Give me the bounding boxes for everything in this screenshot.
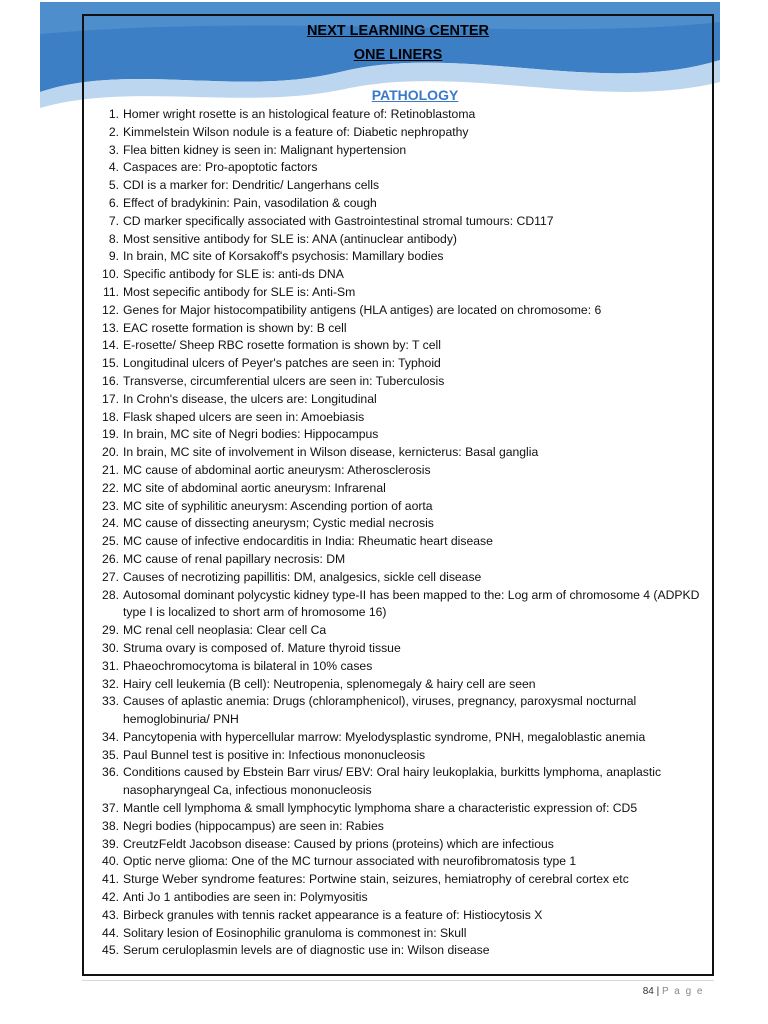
list-item-number: 27. <box>102 569 119 584</box>
list-item <box>92 498 707 516</box>
list-item <box>92 658 707 676</box>
list-item <box>92 676 707 694</box>
list-item-text: Sturge Weber syndrome features: Portwine stain, seizures, hemiatrophy of cerebral cortex etc <box>123 872 629 887</box>
list-item-text: Autosomal dominant polycystic kidney type-II has been mapped to the: Log arm of chromosome 4 (ADPKD type I is localized to short arm of hromosome 16) <box>123 587 700 620</box>
list-item <box>92 231 707 249</box>
list-item-number: 1. <box>108 107 119 121</box>
page-footer <box>643 986 704 997</box>
list-item-number: 32. <box>102 676 119 691</box>
list-item-number: 41. <box>102 872 119 887</box>
header-title: NEXT LEARNING CENTER <box>306 23 490 39</box>
list-item-text: Genes for Major histocompatibility antigens (HLA antiges) are located on chromosome: 6 <box>123 302 602 317</box>
list-item <box>92 925 707 943</box>
list-item <box>92 942 707 960</box>
list-item-number: 23. <box>102 498 119 513</box>
list-item-text: Serum ceruloplasmin levels are of diagnostic use in: Wilson disease <box>123 943 490 958</box>
list-item <box>92 515 707 533</box>
list-item-number: 44. <box>102 925 119 940</box>
list-item-text: Struma ovary is composed of. Mature thyroid tissue <box>123 640 401 655</box>
list-item-number: 10. <box>102 267 119 282</box>
list-item <box>92 106 707 124</box>
list-item <box>92 907 707 925</box>
list-item <box>92 373 707 391</box>
list-item-number: 16. <box>102 373 119 388</box>
list-item-number: 4. <box>108 160 119 175</box>
list-item-text: EAC rosette formation is shown by: B cell <box>123 320 347 335</box>
list-item-number: 42. <box>102 890 119 905</box>
list-item-text: MC cause of infective endocarditis in India: Rheumatic heart disease <box>123 534 493 549</box>
list-item-number: 39. <box>102 836 119 851</box>
list-item-text: Specific antibody for SLE is: anti-ds DNA <box>123 267 344 282</box>
list-item-number: 20. <box>102 445 119 460</box>
list-item-text: Longitudinal ulcers of Peyer's patches are seen in: Typhoid <box>123 356 441 371</box>
list-item-number: 40. <box>102 854 119 869</box>
list-item <box>92 426 707 444</box>
list-item <box>92 355 707 373</box>
list-item <box>92 409 707 427</box>
list-item <box>92 836 707 854</box>
list-item-number: 28. <box>102 587 119 602</box>
list-item-number: 43. <box>102 907 119 922</box>
list-item-number: 38. <box>102 818 119 833</box>
list-item <box>92 764 707 800</box>
list-item-text: Causes of necrotizing papillitis: DM, analgesics, sickle cell disease <box>123 569 482 584</box>
list-item <box>92 159 707 177</box>
list-item-text: CreutzFeldt Jacobson disease: Caused by prions (proteins) which are infectious <box>123 836 554 851</box>
list-item <box>92 569 707 587</box>
list-item <box>92 587 707 623</box>
list-item <box>92 800 707 818</box>
list-item <box>92 818 707 836</box>
list-item-number: 36. <box>102 765 119 780</box>
list-item <box>92 248 707 266</box>
list-item <box>92 871 707 889</box>
list-item-text: E-rosette/ Sheep RBC rosette formation is shown by: T cell <box>123 338 441 353</box>
list-item-text: Flea bitten kidney is seen in: Malignant hypertension <box>123 142 407 157</box>
list-item-text: Flask shaped ulcers are seen in: Amoebiasis <box>123 409 365 424</box>
list-item-text: In brain, MC site of Negri bodies: Hippocampus <box>123 427 379 442</box>
list-item <box>92 284 707 302</box>
list-item <box>92 177 707 195</box>
list-item-number: 37. <box>102 801 119 816</box>
list-item-text: Transverse, circumferential ulcers are seen in: Tuberculosis <box>123 373 445 388</box>
list-item-number: 30. <box>102 640 119 655</box>
list-item <box>92 320 707 338</box>
list-item-text: Caspaces are: Pro-apoptotic factors <box>123 160 318 175</box>
list-item-text: Causes of aplastic anemia: Drugs (chloramphenicol), viruses, pregnancy, paroxysmal nocturnal hemoglobinuria/ PNH <box>123 694 637 727</box>
list-item-text: In brain, MC site of Korsakoff's psychosis: Mamillary bodies <box>123 249 444 264</box>
list-item-text: Birbeck granules with tennis racket appearance is a feature of: Histiocytosis X <box>123 907 543 922</box>
list-item-number: 15. <box>102 356 119 371</box>
list-item <box>92 444 707 462</box>
list-item-number: 11. <box>102 284 119 299</box>
list-item-number: 17. <box>102 391 119 406</box>
list-item-text: Solitary lesion of Eosinophilic granuloma is commonest in: Skull <box>123 925 467 940</box>
list-item-number: 25. <box>102 534 119 549</box>
list-item <box>92 853 707 871</box>
list-item-number: 8. <box>108 231 119 246</box>
list-item <box>92 266 707 284</box>
list-item-text: Homer wright rosette is an histological feature of: Retinoblastoma <box>123 107 476 121</box>
list-item-text: Optic nerve glioma: One of the MC turnour associated with neurofibromatosis type 1 <box>123 854 577 869</box>
list-item-number: 6. <box>108 195 119 210</box>
list-item <box>92 640 707 658</box>
list-item-text: Mantle cell lymphoma & small lymphocytic lymphoma share a characteristic expression of: CD5 <box>123 801 638 816</box>
list-item-text: Pancytopenia with hypercellular marrow: Myelodysplastic syndrome, PNH, megaloblastic anemia <box>123 729 646 744</box>
list-item-text: MC cause of abdominal aortic aneurysm: Atherosclerosis <box>123 462 431 477</box>
list-item-number: 45. <box>102 943 119 958</box>
list-item-text: MC cause of dissecting aneurysm; Cystic medial necrosis <box>123 516 434 531</box>
list-item-text: CDI is a marker for: Dendritic/ Langerhans cells <box>123 178 380 193</box>
list-item-text: MC cause of renal papillary necrosis: DM <box>123 551 346 566</box>
list-item-number: 34. <box>102 729 119 744</box>
list-item-text: Most sensitive antibody for SLE is: ANA (antinuclear antibody) <box>123 231 457 246</box>
list-item-number: 12. <box>102 302 119 317</box>
list-item-number: 22. <box>102 480 119 495</box>
list-item-number: 9. <box>108 249 119 264</box>
list-item <box>92 480 707 498</box>
list-item-text: Most sepecific antibody for SLE is: Anti-Sm <box>123 284 356 299</box>
list-item-number: 13. <box>102 320 119 335</box>
page-separator: | <box>656 986 660 997</box>
list-item <box>92 462 707 480</box>
list-item-text: Anti Jo 1 antibodies are seen in: Polymyositis <box>123 890 368 905</box>
list-item-text: In Crohn's disease, the ulcers are: Longitudinal <box>123 391 377 406</box>
list-item <box>92 533 707 551</box>
list-item-number: 26. <box>102 551 119 566</box>
list-item-text: CD marker specifically associated with Gastrointestinal stromal tumours: CD117 <box>123 213 554 228</box>
list-item-text: Effect of bradykinin: Pain, vasodilation & cough <box>123 195 377 210</box>
list-item <box>92 213 707 231</box>
list-item <box>92 889 707 907</box>
list-item-number: 31. <box>102 658 119 673</box>
header-subtitle: ONE LINERS <box>353 47 443 63</box>
list-item-text: MC site of abdominal aortic aneurysm: Infrarenal <box>123 480 386 495</box>
list-item <box>92 302 707 320</box>
section-title: PATHOLOGY <box>371 87 459 103</box>
list-item-text: In brain, MC site of involvement in Wilson disease, kernicterus: Basal ganglia <box>123 445 539 460</box>
list-item <box>92 124 707 142</box>
list-item-number: 19. <box>102 427 119 442</box>
list-item-number: 3. <box>108 142 119 157</box>
list-item-number: 14. <box>102 338 119 353</box>
list-item-text: Kimmelstein Wilson nodule is a feature of: Diabetic nephropathy <box>123 124 469 139</box>
page-label: P a g e <box>661 986 704 997</box>
page-number: 84 <box>642 986 654 997</box>
list-item-text: Negri bodies (hippocampus) are seen in: Rabies <box>123 818 384 833</box>
list-item-number: 33. <box>102 694 119 709</box>
list-item <box>92 729 707 747</box>
list-item-text: Conditions caused by Ebstein Barr virus/ EBV: Oral hairy leukoplakia, burkitts lymphoma, anaplastic nasopharyngeal Ca, infectious mononucleosis <box>123 765 662 798</box>
list-item-text: MC renal cell neoplasia: Clear cell Ca <box>123 623 327 638</box>
list-item-number: 5. <box>108 178 119 193</box>
list-item-text: Phaeochromocytoma is bilateral in 10% cases <box>123 658 373 673</box>
one-liner-list <box>92 106 707 960</box>
list-item <box>92 142 707 160</box>
list-item-number: 2. <box>108 124 119 139</box>
list-item <box>92 337 707 355</box>
list-item-text: Hairy cell leukemia (B cell): Neutropenia, splenomegaly & hairy cell are seen <box>123 676 536 691</box>
list-item <box>92 195 707 213</box>
list-item <box>92 622 707 640</box>
list-item <box>92 551 707 569</box>
list-item <box>92 391 707 409</box>
list-item-text: Paul Bunnel test is positive in: Infectious mononucleosis <box>123 747 426 762</box>
list-item <box>92 747 707 765</box>
list-item-number: 24. <box>102 516 119 531</box>
list-item-number: 18. <box>102 409 119 424</box>
list-item-number: 35. <box>102 747 119 762</box>
list-item-number: 29. <box>102 623 119 638</box>
footer-divider <box>82 980 714 981</box>
list-item-number: 7. <box>108 213 119 228</box>
list-item <box>92 693 707 729</box>
list-item-number: 21. <box>102 462 119 477</box>
list-item-text: MC site of syphilitic aneurysm: Ascending portion of aorta <box>123 498 433 513</box>
